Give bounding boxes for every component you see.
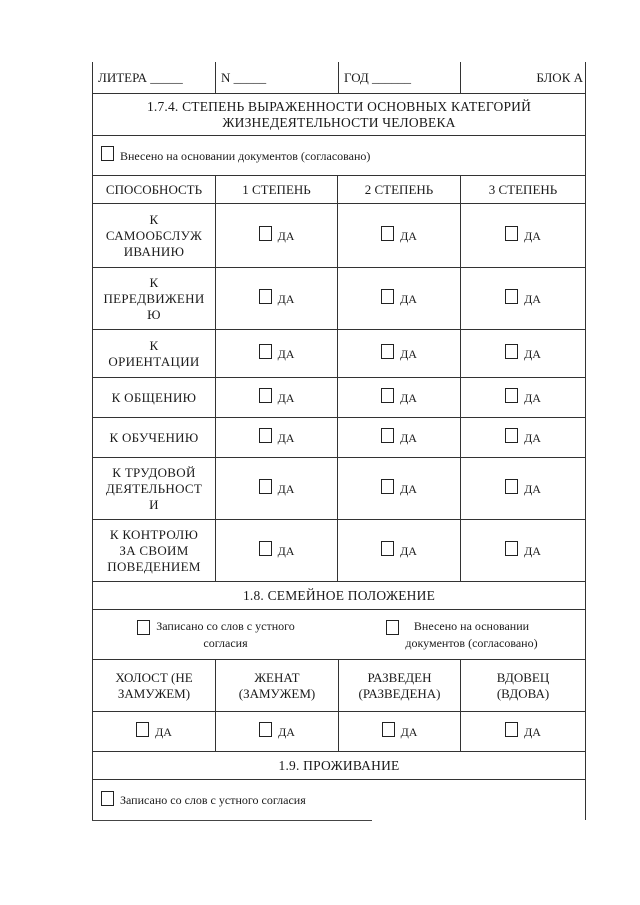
ability-text: ДЕЯТЕЛЬНОСТ [105, 480, 203, 496]
section-174-title-row [93, 94, 585, 136]
ability-self-care [93, 204, 215, 267]
degree-2-cell [337, 378, 460, 417]
degree-1-cell [215, 330, 337, 377]
section-174-source-row [93, 136, 585, 176]
ability-row [93, 204, 585, 268]
yes-label: ДА [277, 291, 295, 306]
degree-3-cell [460, 458, 585, 519]
section-18-title: 1.8. СЕМЕЙНОЕ ПОЛОЖЕНИЕ [242, 587, 436, 603]
column-degree-2: 2 СТЕПЕНЬ [337, 176, 460, 203]
ability-text: К [149, 337, 159, 353]
oral-consent-option[interactable] [93, 780, 585, 820]
status-text: РАЗВЕДЕН [367, 669, 432, 685]
degree-2-checkbox[interactable] [381, 388, 394, 403]
degree-2-cell [337, 458, 460, 519]
year-label: ГОД ______ [344, 69, 412, 85]
ability-learning [93, 418, 215, 457]
section-18-source-row [93, 610, 585, 660]
ability-text: САМООБСЛУЖ [105, 227, 203, 243]
married-checkbox[interactable] [259, 722, 272, 737]
degree-3-checkbox[interactable] [505, 479, 518, 494]
section-174-title-line2: ЖИЗНЕДЕЯТЕЛЬНОСТИ ЧЕЛОВЕКА [222, 114, 456, 130]
degree-2-checkbox[interactable] [381, 428, 394, 443]
assessment-form [92, 62, 586, 820]
married-cell [215, 712, 338, 751]
ability-row [93, 418, 585, 458]
status-text: (ВДОВА) [496, 685, 550, 701]
status-text: ЗАМУЖЕМ) [117, 685, 191, 701]
ability-text: ОРИЕНТАЦИИ [108, 353, 200, 369]
marital-status-header [93, 660, 585, 712]
documents-checkbox[interactable] [386, 620, 399, 635]
single-checkbox[interactable] [136, 722, 149, 737]
yes-label: ДА [524, 228, 541, 243]
yes-label: ДА [524, 724, 541, 739]
ability-work [93, 458, 215, 519]
divorced-cell [338, 712, 460, 751]
yes-label: ДА [400, 430, 417, 445]
ability-row [93, 378, 585, 418]
ability-text: И [149, 496, 159, 512]
degree-3-checkbox[interactable] [505, 541, 518, 556]
marital-status-answers [93, 712, 585, 752]
number-field[interactable] [215, 62, 338, 93]
ability-columns-header [93, 176, 585, 204]
ability-row [93, 458, 585, 520]
degree-2-checkbox[interactable] [381, 541, 394, 556]
ability-movement [93, 268, 215, 329]
degree-1-cell [215, 418, 337, 457]
oral-consent-label: Записано со слов с устного согласия [120, 793, 306, 807]
degree-1-cell [215, 458, 337, 519]
status-widowed [460, 660, 585, 711]
ability-text: К ОБУЧЕНИЮ [109, 429, 199, 445]
ability-row [93, 268, 585, 330]
column-degree-1: 1 СТЕПЕНЬ [215, 176, 337, 203]
degree-3-checkbox[interactable] [505, 226, 518, 241]
degree-2-cell [337, 330, 460, 377]
litera-label: ЛИТЕРА _____ [98, 69, 183, 85]
oral-consent-label: согласия [203, 635, 248, 650]
degree-2-checkbox[interactable] [381, 479, 394, 494]
section-174-title-line1: 1.7.4. СТЕПЕНЬ ВЫРАЖЕННОСТИ ОСНОВНЫХ КАТЕГОРИЙ [146, 98, 532, 114]
form-header-row [93, 62, 585, 94]
column-ability: СПОСОБНОСТЬ [105, 181, 203, 197]
section-19-source-row [93, 780, 585, 820]
documents-label: Внесено на основании [413, 618, 530, 633]
divorced-checkbox[interactable] [382, 722, 395, 737]
ability-row [93, 520, 585, 582]
yes-label: ДА [400, 291, 417, 306]
yes-label: ДА [155, 724, 172, 739]
status-text: ЖЕНАТ [254, 669, 300, 685]
single-cell [93, 712, 215, 751]
yes-label: ДА [400, 724, 418, 739]
widowed-cell [460, 712, 585, 751]
degree-3-cell [460, 520, 585, 581]
ability-text: К [149, 274, 159, 290]
yes-label: ДА [277, 430, 295, 445]
status-married [215, 660, 338, 711]
degree-2-cell [337, 418, 460, 457]
status-divorced [338, 660, 460, 711]
ability-text: ПЕРЕДВИЖЕНИ [103, 290, 205, 306]
status-text: ВДОВЕЦ [496, 669, 550, 685]
litera-field[interactable] [93, 62, 215, 93]
number-label: N _____ [221, 69, 267, 85]
ability-text: К ОБЩЕНИЮ [111, 389, 197, 405]
ability-communication [93, 378, 215, 417]
degree-2-cell [337, 204, 460, 267]
degree-1-cell [215, 204, 337, 267]
yes-label: ДА [277, 543, 295, 558]
ability-row [93, 330, 585, 378]
degree-1-cell [215, 268, 337, 329]
yes-label: ДА [524, 481, 541, 496]
degree-2-checkbox[interactable] [381, 226, 394, 241]
degree-2-checkbox[interactable] [381, 344, 394, 359]
yes-label: ДА [278, 724, 295, 739]
degree-3-cell [460, 378, 585, 417]
degree-3-cell [460, 268, 585, 329]
degree-1-checkbox[interactable] [259, 428, 272, 443]
degree-2-cell [337, 520, 460, 581]
degree-3-checkbox[interactable] [505, 289, 518, 304]
ability-text: ИВАНИЮ [123, 243, 185, 259]
yes-label: ДА [400, 543, 417, 558]
yes-label: ДА [400, 390, 417, 405]
status-single [93, 660, 215, 711]
yes-label: ДА [524, 291, 541, 306]
degree-1-checkbox[interactable] [259, 226, 272, 241]
section-174-title [93, 94, 585, 135]
yes-label: ДА [277, 390, 295, 405]
degree-3-cell [460, 204, 585, 267]
yes-label: ДА [524, 390, 541, 405]
degree-1-cell [215, 378, 337, 417]
degree-2-checkbox[interactable] [381, 289, 394, 304]
oral-consent-label: Записано со слов с устного [156, 618, 295, 633]
ability-orientation [93, 330, 215, 377]
ability-text: Ю [147, 306, 161, 322]
degree-3-checkbox[interactable] [505, 388, 518, 403]
degree-1-cell [215, 520, 337, 581]
ability-self-control [93, 520, 215, 581]
degree-3-cell [460, 418, 585, 457]
yes-label: ДА [400, 228, 417, 243]
oral-consent-checkbox[interactable] [137, 620, 150, 635]
degree-1-checkbox[interactable] [259, 289, 272, 304]
documents-label: документов (согласовано) [405, 635, 538, 650]
status-text: (РАЗВЕДЕНА) [358, 685, 441, 701]
section-174-source-option[interactable] [93, 136, 585, 175]
block-label: БЛОК А [536, 69, 583, 85]
block-field [460, 62, 585, 93]
section-19-title-row [93, 752, 585, 780]
documents-checkbox[interactable] [101, 146, 114, 161]
oral-consent-checkbox[interactable] [101, 791, 114, 806]
yes-label: ДА [524, 430, 541, 445]
yes-label: ДА [524, 543, 541, 558]
yes-label: ДА [400, 346, 417, 361]
degree-1-checkbox[interactable] [259, 388, 272, 403]
yes-label: ДА [524, 346, 541, 361]
yes-label: ДА [277, 228, 295, 243]
documents-option[interactable] [339, 610, 585, 659]
degree-2-cell [337, 268, 460, 329]
yes-label: ДА [277, 346, 295, 361]
widowed-checkbox[interactable] [505, 722, 518, 737]
degree-3-cell [460, 330, 585, 377]
column-degree-3: 3 СТЕПЕНЬ [460, 176, 585, 203]
ability-text: ЗА СВОИМ [119, 542, 189, 558]
ability-text: ПОВЕДЕНИЕМ [107, 558, 201, 574]
status-text: (ЗАМУЖЕМ) [238, 685, 316, 701]
page-cut-line [92, 820, 372, 821]
section-19-title: 1.9. ПРОЖИВАНИЕ [278, 757, 400, 773]
yes-label: ДА [277, 481, 295, 496]
yes-label: ДА [400, 481, 417, 496]
degree-3-checkbox[interactable] [505, 344, 518, 359]
documents-checkbox-label: Внесено на основании документов (согласовано) [120, 148, 371, 163]
degree-1-checkbox[interactable] [259, 541, 272, 556]
year-field[interactable] [338, 62, 460, 93]
oral-consent-option[interactable] [93, 610, 339, 659]
ability-text: К ТРУДОВОЙ [112, 464, 196, 480]
ability-text: К КОНТРОЛЮ [109, 526, 199, 542]
status-text: ХОЛОСТ (НЕ [115, 669, 193, 685]
section-18-title-row [93, 582, 585, 610]
degree-1-checkbox[interactable] [259, 479, 272, 494]
ability-text: К [149, 211, 159, 227]
degree-3-checkbox[interactable] [505, 428, 518, 443]
degree-1-checkbox[interactable] [259, 344, 272, 359]
